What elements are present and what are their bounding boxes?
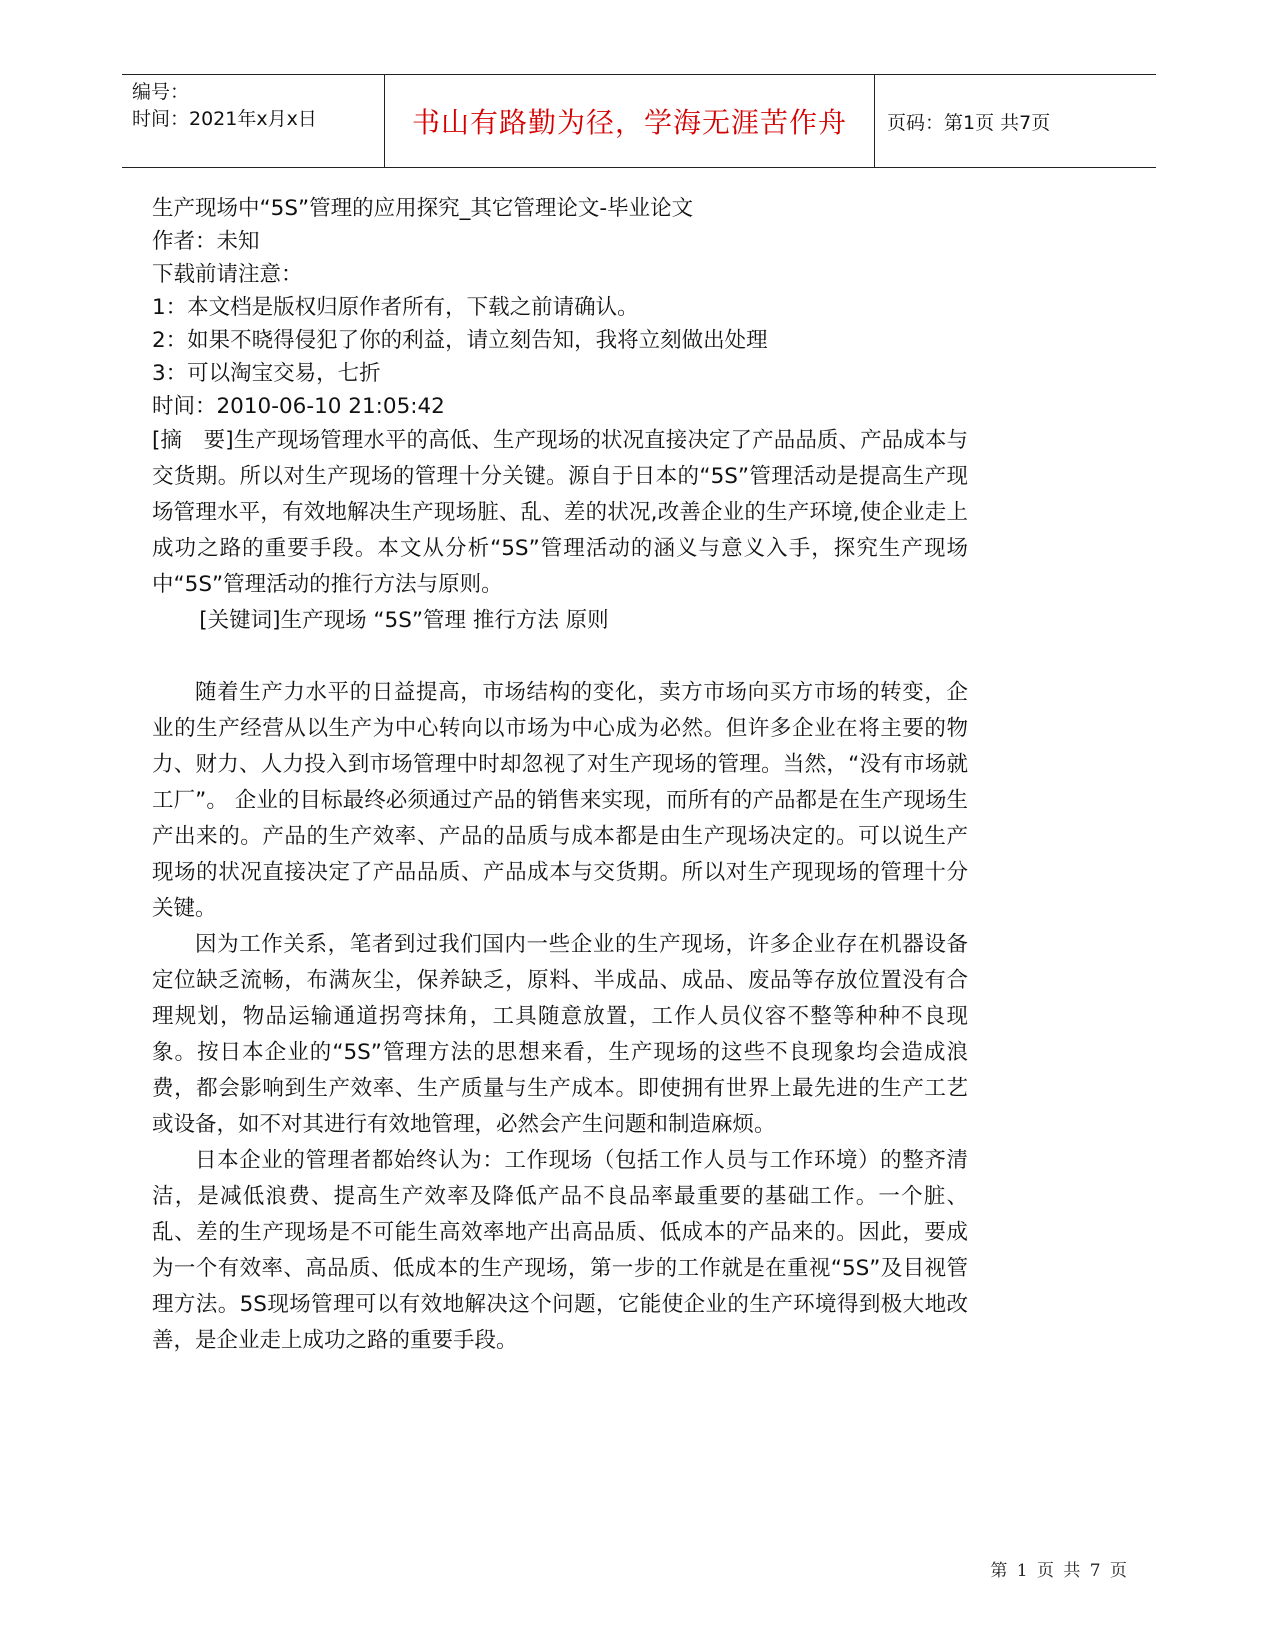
body-paragraph-1: 随着生产力水平的日益提高，市场结构的变化，卖方市场向买方市场的转变，企业的生产经营从以生产为中心转向以市场为中心成为必然。但许多企业在将主要的物力、财力、人力投入到市场管理中时却忽视了对生产现场的管理。当然，“没有市场就工厂”。 企业的目标最终必须通过产品的销售来实现，而所有的产品都是在生产现场生产出来的。产品的生产效率、产品的品质与成本都是由生产现场决定的。可以说生产现场的状况直接决定了产品品质、产品成本与交货期。所以对生产现现场的管理十分关键。 [152,680,968,921]
doc-time-label: 时间：2021年x月x日 [132,108,317,130]
body-paragraph-2: 因为工作关系，笔者到过我们国内一些企业的生产现场，许多企业存在机器设备定位缺乏流畅，布满灰尘，保养缺乏，原料、半成品、成品、废品等存放位置没有合理规划，物品运输通道拐弯抹角，工具随意放置，工作人员仪容不整等种种不良现象。按日本企业的“5S”管理方法的思想来看，生产现场的这些不良现象均会造成浪费，都会影响到生产效率、生产质量与生产成本。即使拥有世界上最先进的生产工艺或设备，如不对其进行有效地管理，必然会产生问题和制造麻烦。 [152,932,968,1137]
notice-item-1: 1：本文档是版权归原作者所有，下载之前请确认。 [152,295,639,320]
header-meta-cell [122,75,385,167]
blank-line [152,639,968,675]
notice-item-3: 3：可以淘宝交易，七折 [152,361,381,386]
header-page-cell [875,75,1156,167]
notice-title: 下载前请注意： [152,262,303,287]
doc-number-label: 编号： [132,81,190,103]
document-body [152,192,968,1359]
author-line: 作者：未知 [152,229,260,254]
keywords-line: [关键词]生产现场 “5S”管理 推行方法 原则 [199,608,609,633]
notice-item-2: 2：如果不晓得侵犯了你的利益，请立刻告知，我将立刻做出处理 [152,328,768,353]
header-motto-cell [385,75,875,167]
motto-text: 书山有路勤为径，学海无涯苦作舟 [411,106,847,139]
page-info: 页码：第1页 共7页 [887,111,1051,134]
abstract-paragraph: [摘 要]生产现场管理水平的高低、生产现场的状况直接决定了产品品质、产品成本与交货期。所以对生产现场的管理十分关键。源自于日本的“5S”管理活动是提高生产现场管理水平，有效地解决生产现场脏、乱、差的状况,改善企业的生产环境,使企业走上成功之路的重要手段。本文从分析“5S”管理活动的涵义与意义入手，探究生产现场中“5S”管理活动的推行方法与原则。 [152,428,968,597]
body-paragraph-3: 日本企业的管理者都始终认为：工作现场（包括工作人员与工作环境）的整齐清洁，是减低浪费、提高生产效率及降低产品不良品率最重要的基础工作。一个脏、乱、差的生产现场是不可能生高效率地产出高品质、低成本的产品来的。因此，要成为一个有效率、高品质、低成本的生产现场，第一步的工作就是在重视“5S”及目视管理方法。5S现场管理可以有效地解决这个问题，它能使企业的生产环境得到极大地改善，是企业走上成功之路的重要手段。 [152,1148,968,1353]
document-title: 生产现场中“5S”管理的应用探究_其它管理论文-毕业论文 [152,196,694,221]
page-footer: 第 1 页 共 7 页 [990,1561,1129,1581]
header-table [122,74,1156,168]
timestamp-line: 时间：2010-06-10 21:05:42 [152,394,445,419]
